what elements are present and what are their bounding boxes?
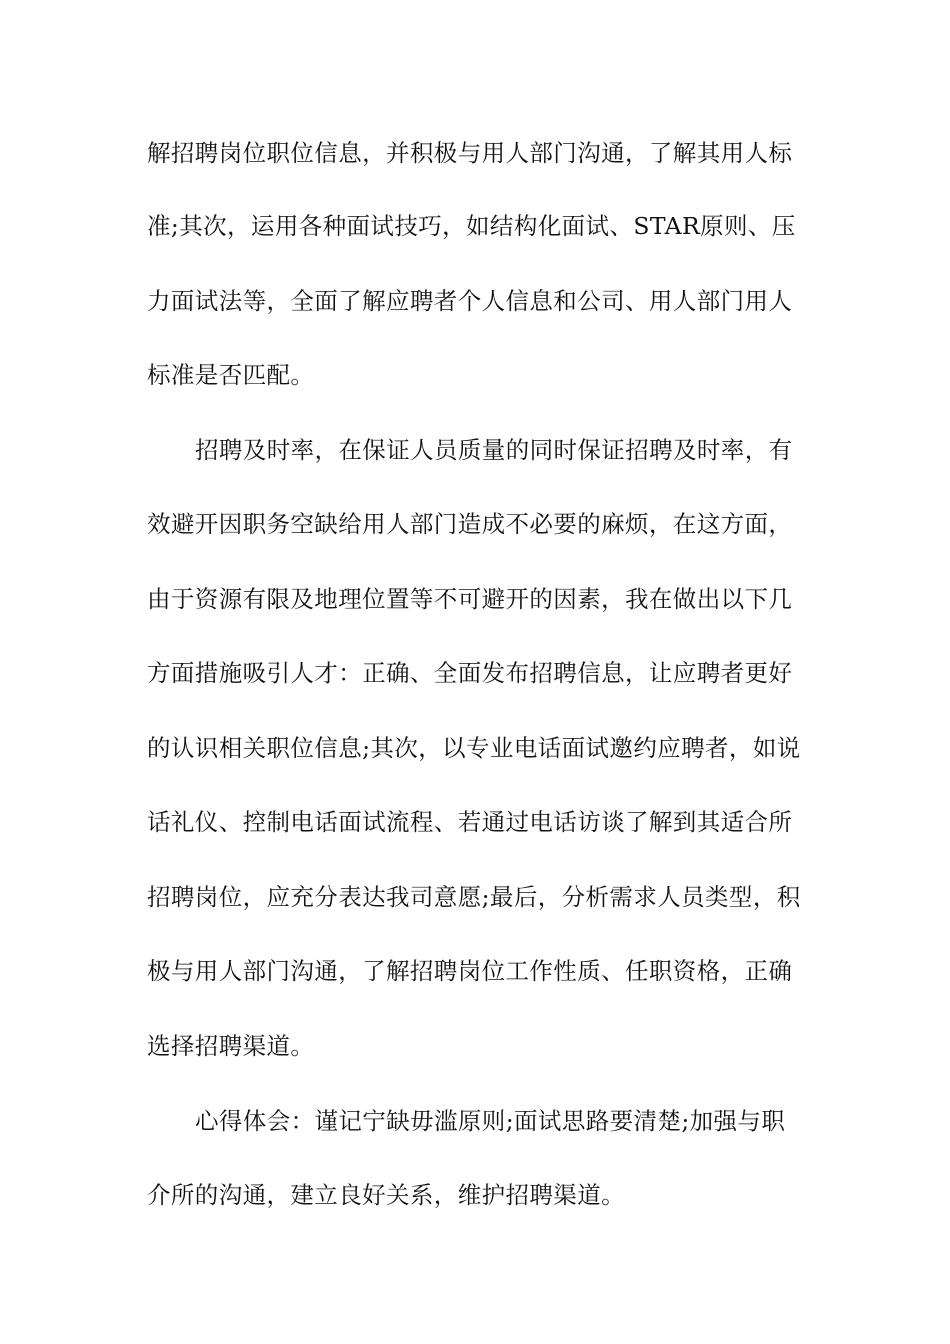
text-line: 的认识相关职位信息;其次，以专业电话面试邀约应聘者，如说	[147, 734, 801, 762]
text-line: 由于资源有限及地理位置等不可避开的因素，我在做出以下几	[147, 585, 793, 613]
text-line: 解招聘岗位职位信息，并积极与用人部门沟通，了解其用人标	[147, 139, 793, 167]
text-line: 方面措施吸引人才：正确、全面发布招聘信息，让应聘者更好	[147, 659, 793, 687]
text-line: 力面试法等，全面了解应聘者个人信息和公司、用人部门用人	[147, 287, 793, 315]
text-line: 选择招聘渠道。	[147, 1032, 315, 1060]
text-line: 准;其次，运用各种面试技巧，如结构化面试、STAR原则、压	[147, 212, 796, 240]
text-line: 招聘及时率，在保证人员质量的同时保证招聘及时率，有	[195, 436, 793, 464]
text-line: 效避开因职务空缺给用人部门造成不必要的麻烦，在这方面，	[147, 510, 793, 538]
text-line: 招聘岗位，应充分表达我司意愿;最后，分析需求人员类型，积	[147, 883, 801, 911]
text-line: 极与用人部门沟通，了解招聘岗位工作性质、任职资格，正确	[147, 957, 793, 985]
text-line: 话礼仪、控制电话面试流程、若通过电话访谈了解到其适合所	[147, 808, 793, 836]
text-line: 标准是否匹配。	[147, 361, 315, 389]
text-line: 介所的沟通，建立良好关系，维护招聘渠道。	[147, 1181, 625, 1209]
text-line: 心得体会：谨记宁缺毋滥原则;面试思路要清楚;加强与职	[195, 1107, 786, 1135]
